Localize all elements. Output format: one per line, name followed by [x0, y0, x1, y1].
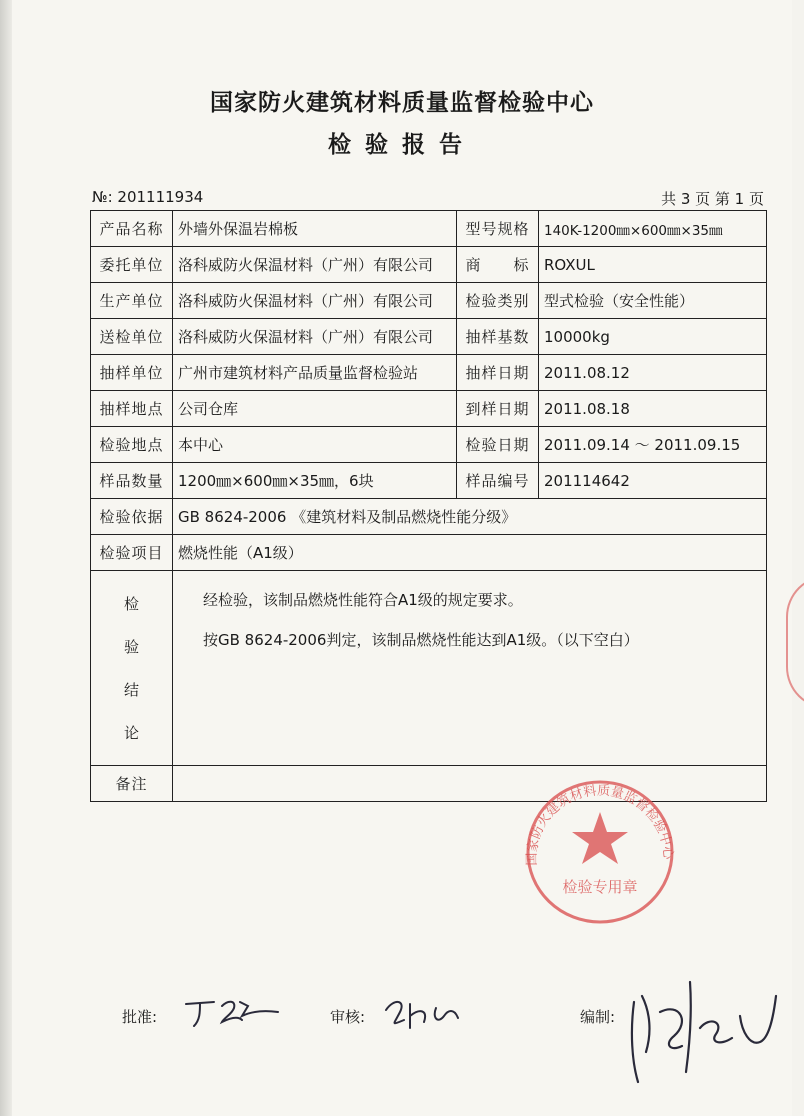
- field-value: 本中心: [173, 427, 457, 463]
- item-label: 检验项目: [91, 535, 173, 571]
- info-row: [91, 427, 767, 463]
- field-value: 2011.08.12: [539, 355, 767, 391]
- basis-label: 检验依据: [91, 499, 173, 535]
- field-label: 检验类别: [457, 283, 539, 319]
- field-label: 生产单位: [91, 283, 173, 319]
- review-label: 审核:: [330, 1008, 366, 1026]
- field-value: 2011.09.14 ～ 2011.09.15: [539, 427, 767, 463]
- field-value: 201114642: [539, 463, 767, 499]
- info-row: [91, 391, 767, 427]
- conclusion-label-char: 验: [123, 638, 139, 656]
- page-info: 共 3 页 第 1 页: [661, 190, 764, 208]
- field-value: 140K-1200㎜×600㎜×35㎜: [539, 211, 767, 247]
- field-label: 抽样地点: [91, 391, 173, 427]
- approve-label: 批准:: [122, 1008, 158, 1026]
- info-row: [91, 319, 767, 355]
- field-value: 公司仓库: [173, 391, 457, 427]
- conclusion-label-char: 检: [123, 595, 139, 613]
- item-row: [91, 535, 767, 571]
- report-title: 检验报告: [328, 132, 476, 158]
- conclusion-line-1: 经检验，该制品燃烧性能符合A1级的规定要求。: [203, 591, 523, 609]
- conclusion-row: [91, 571, 767, 766]
- info-row: [91, 247, 767, 283]
- info-row: [91, 211, 767, 247]
- basis-row: [91, 499, 767, 535]
- field-label: 检验地点: [91, 427, 173, 463]
- conclusion-line-2: 按GB 8624-2006判定，该制品燃烧性能达到A1级。（以下空白）: [203, 631, 639, 649]
- report-number: №: 201111934: [92, 188, 204, 206]
- seal-bottom-text: 检验专用章: [562, 878, 638, 896]
- field-label: 检验日期: [457, 427, 539, 463]
- field-value: 2011.08.18: [539, 391, 767, 427]
- conclusion-label-char: 论: [123, 724, 139, 742]
- field-label: 委托单位: [91, 247, 173, 283]
- field-value: 型式检验（安全性能）: [539, 283, 767, 319]
- field-label: 抽样日期: [457, 355, 539, 391]
- field-label: 产品名称: [91, 211, 173, 247]
- field-value: ROXUL: [539, 247, 767, 283]
- field-value: 10000kg: [539, 319, 767, 355]
- info-row: [91, 283, 767, 319]
- info-row: [91, 355, 767, 391]
- conclusion-label-char: 结: [123, 681, 139, 699]
- item-value: 燃烧性能（A1级）: [173, 535, 767, 571]
- remark-value: [173, 766, 767, 802]
- info-row: [91, 463, 767, 499]
- remark-row: [91, 766, 767, 802]
- field-value: 洛科威防火保温材料（广州）有限公司: [173, 319, 457, 355]
- field-value: 洛科威防火保温材料（广州）有限公司: [173, 283, 457, 319]
- field-label: 到样日期: [457, 391, 539, 427]
- field-value: 洛科威防火保温材料（广州）有限公司: [173, 247, 457, 283]
- report-table: [90, 210, 767, 802]
- conclusion-body: [173, 571, 767, 766]
- conclusion-label: [91, 571, 173, 766]
- field-label: 样品数量: [91, 463, 173, 499]
- remark-label: 备注: [91, 766, 173, 802]
- scan-edge: [0, 0, 12, 1116]
- field-value: 1200㎜×600㎜×35㎜，6块: [173, 463, 457, 499]
- basis-value: GB 8624-2006 《建筑材料及制品燃烧性能分级》: [173, 499, 767, 535]
- org-title: 国家防火建筑材料质量监督检验中心: [210, 90, 594, 116]
- seal-ring-text: 国家防火建筑材料质量监督检验中心: [524, 783, 676, 866]
- compile-label: 编制:: [580, 1008, 616, 1026]
- field-label: 抽样基数: [457, 319, 539, 355]
- field-label: 样品编号: [457, 463, 539, 499]
- field-label: 商 标: [457, 247, 539, 283]
- field-label: 抽样单位: [91, 355, 173, 391]
- field-label: 型号规格: [457, 211, 539, 247]
- field-value: 外墙外保温岩棉板: [173, 211, 457, 247]
- field-label: 送检单位: [91, 319, 173, 355]
- field-value: 广州市建筑材料产品质量监督检验站: [173, 355, 457, 391]
